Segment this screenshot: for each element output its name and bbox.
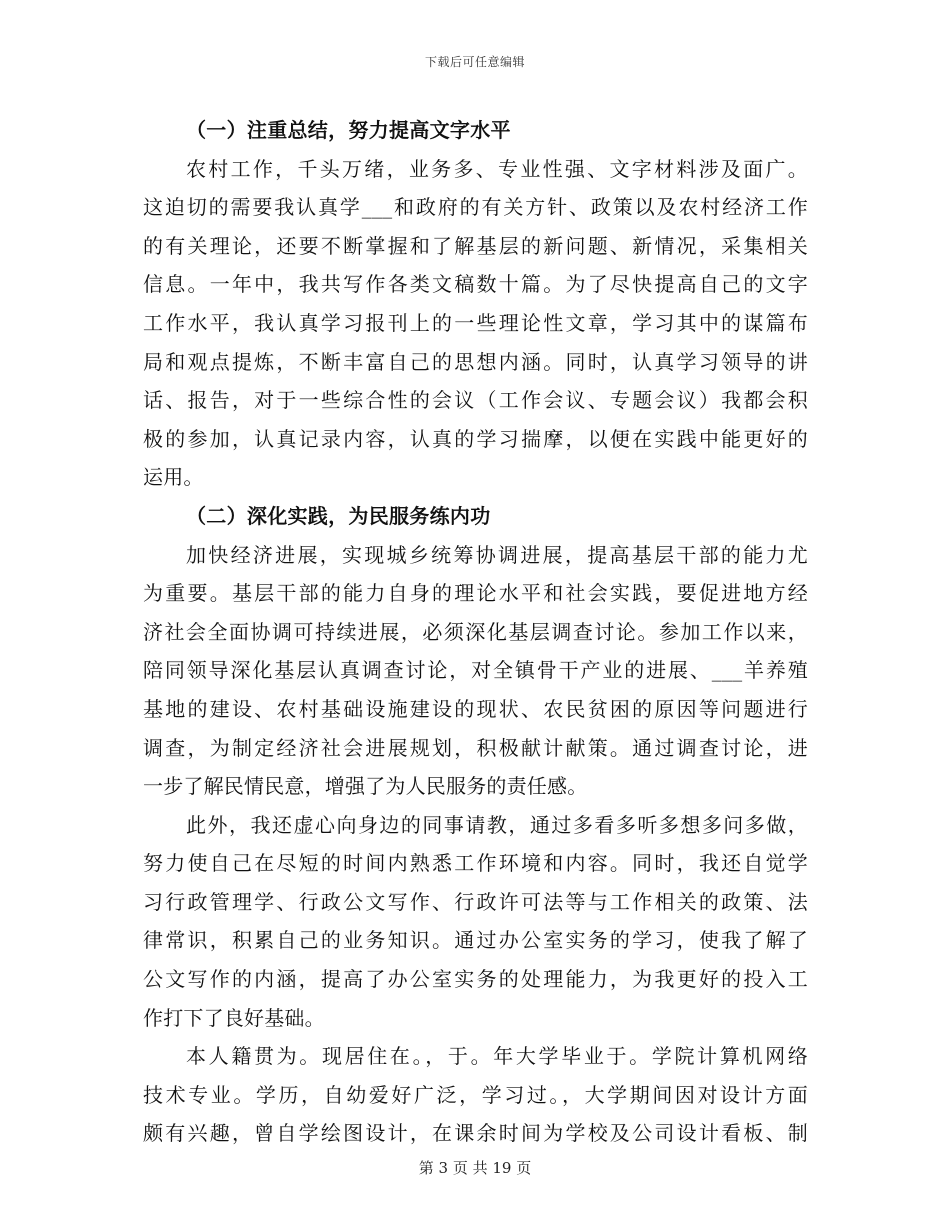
text-line: 技术专业。学历，自幼爱好广泛，学习过。，大学期间因对设计方面 xyxy=(143,1082,808,1107)
text-line: 极的参加，认真记录内容，认真的学习揣摩，以便在实践中能更好的 xyxy=(143,426,808,451)
text-line: 律常识，积累自己的业务知识。通过办公室实务的学习，使我了解了 xyxy=(143,928,808,953)
page-header: 下载后可任意编辑 xyxy=(424,55,525,69)
text-line: 颇有兴趣，曾自学绘图设计，在课余时间为学校及公司设计看板、制 xyxy=(143,1121,808,1146)
text-line: 农村工作，千头万绪，业务多、专业性强、文字材料涉及面广。 xyxy=(186,156,808,181)
text-line: 本人籍贯为。现居住在。，于。年大学毕业于。学院计算机网络 xyxy=(186,1044,808,1069)
text-line: 济社会全面协调可持续进展，必须深化基层调查讨论。参加工作以来， xyxy=(143,619,808,644)
text-line: 这迫切的需要我认真学___和政府的有关方针、政策以及农村经济工作 xyxy=(143,195,808,220)
section-heading-2: （二）深化实践，为民服务练内功 xyxy=(186,503,491,528)
text-line: 调查，为制定经济社会进展规划，积极献计献策。通过调查讨论，进 xyxy=(143,735,808,760)
text-line: 陪同领导深化基层认真调查讨论，对全镇骨干产业的进展、___羊养殖 xyxy=(143,658,808,683)
text-line: 的有关理论，还要不断掌握和了解基层的新问题、新情况，采集相关 xyxy=(143,233,808,258)
text-line: 作打下了良好基础。 xyxy=(143,1005,325,1030)
document-body xyxy=(143,111,808,1153)
text-line: 工作水平，我认真学习报刊上的一些理论性文章，学习其中的谋篇布 xyxy=(143,310,808,335)
text-line: 基地的建设、农村基础设施建设的现状、农民贫困的原因等问题进行 xyxy=(143,696,808,721)
text-line: 习行政管理学、行政公文写作、行政许可法等与工作相关的政策、法 xyxy=(143,889,808,914)
text-line: 一步了解民情民意，增强了为人民服务的责任感。 xyxy=(143,774,588,799)
text-line: 为重要。基层干部的能力自身的理论水平和社会实践，要促进地方经 xyxy=(143,581,808,606)
text-line: 运用。 xyxy=(143,465,204,490)
text-line: 信息。一年中，我共写作各类文稿数十篇。为了尽快提高自己的文字 xyxy=(143,272,808,297)
text-line: 局和观点提炼，不断丰富自己的思想内涵。同时，认真学习领导的讲 xyxy=(143,349,808,374)
text-line: 努力使自己在尽短的时间内熟悉工作环境和内容。同时，我还自觉学 xyxy=(143,851,808,876)
text-line: 加快经济进展，实现城乡统筹协调进展，提高基层干部的能力尤 xyxy=(186,542,808,567)
text-line: 此外，我还虚心向身边的同事请教，通过多看多听多想多问多做， xyxy=(186,812,808,837)
text-line: 话、报告，对于一些综合性的会议（工作会议、专题会议）我都会积 xyxy=(143,388,808,413)
section-heading-1: （一）注重总结，努力提高文字水平 xyxy=(186,118,511,142)
text-line: 公文写作的内涵，提高了办公室实务的处理能力，为我更好的投入工 xyxy=(143,967,808,992)
page-footer: 第 3 页 共 19 页 xyxy=(418,1159,532,1177)
